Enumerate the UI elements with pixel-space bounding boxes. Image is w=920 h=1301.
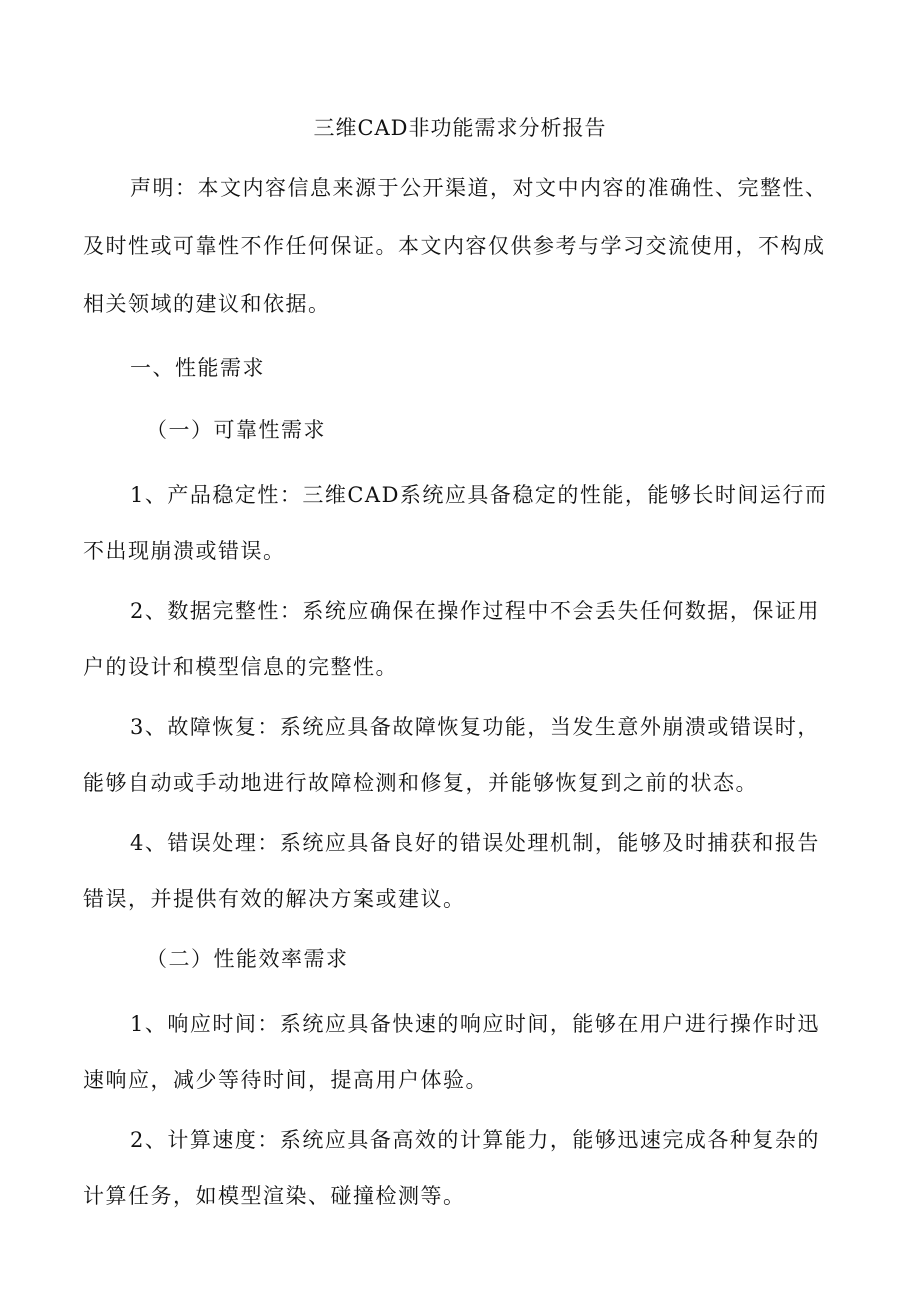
item-integrity-line-2: 户的设计和模型信息的完整性。 (83, 655, 398, 679)
item-compute-speed-line-2: 计算任务，如模型渲染、碰撞检测等。 (83, 1184, 466, 1208)
item-integrity-line-1: 2、数据完整性：系统应确保在操作过程中不会丢失任何数据，保证用 (130, 599, 820, 623)
subsection-heading-reliability: （一）可靠性需求 (146, 418, 326, 442)
disclaimer-line-3: 相关领域的建议和依据。 (83, 292, 331, 316)
item-stability-line-2: 不出现崩溃或错误。 (83, 539, 286, 563)
section-heading-performance: 一、性能需求 (130, 356, 265, 380)
disclaimer-line-1: 声明：本文内容信息来源于公开渠道，对文中内容的准确性、完整性、 (130, 176, 828, 200)
item-compute-speed-line-1: 2、计算速度：系统应具备高效的计算能力，能够迅速完成各种复杂的 (130, 1128, 820, 1152)
item-error-handling-line-2: 错误，并提供有效的解决方案或建议。 (83, 887, 466, 911)
document-title: 三维CAD非功能需求分析报告 (313, 116, 607, 140)
disclaimer-line-2: 及时性或可靠性不作任何保证。本文内容仅供参考与学习交流使用，不构成 (83, 234, 826, 258)
item-stability-line-1: 1、产品稳定性：三维CAD系统应具备稳定的性能，能够长时间运行而 (130, 483, 828, 507)
item-recovery-line-2: 能够自动或手动地进行故障检测和修复，并能够恢复到之前的状态。 (83, 771, 758, 795)
item-error-handling-line-1: 4、错误处理：系统应具备良好的错误处理机制，能够及时捕获和报告 (130, 831, 820, 855)
item-response-time-line-1: 1、响应时间：系统应具备快速的响应时间，能够在用户进行操作时迅 (130, 1012, 820, 1036)
subsection-heading-efficiency: （二）性能效率需求 (146, 947, 349, 971)
item-recovery-line-1: 3、故障恢复：系统应具备故障恢复功能，当发生意外崩溃或错误时， (130, 715, 820, 739)
item-response-time-line-2: 速响应，减少等待时间，提高用户体验。 (83, 1068, 488, 1092)
